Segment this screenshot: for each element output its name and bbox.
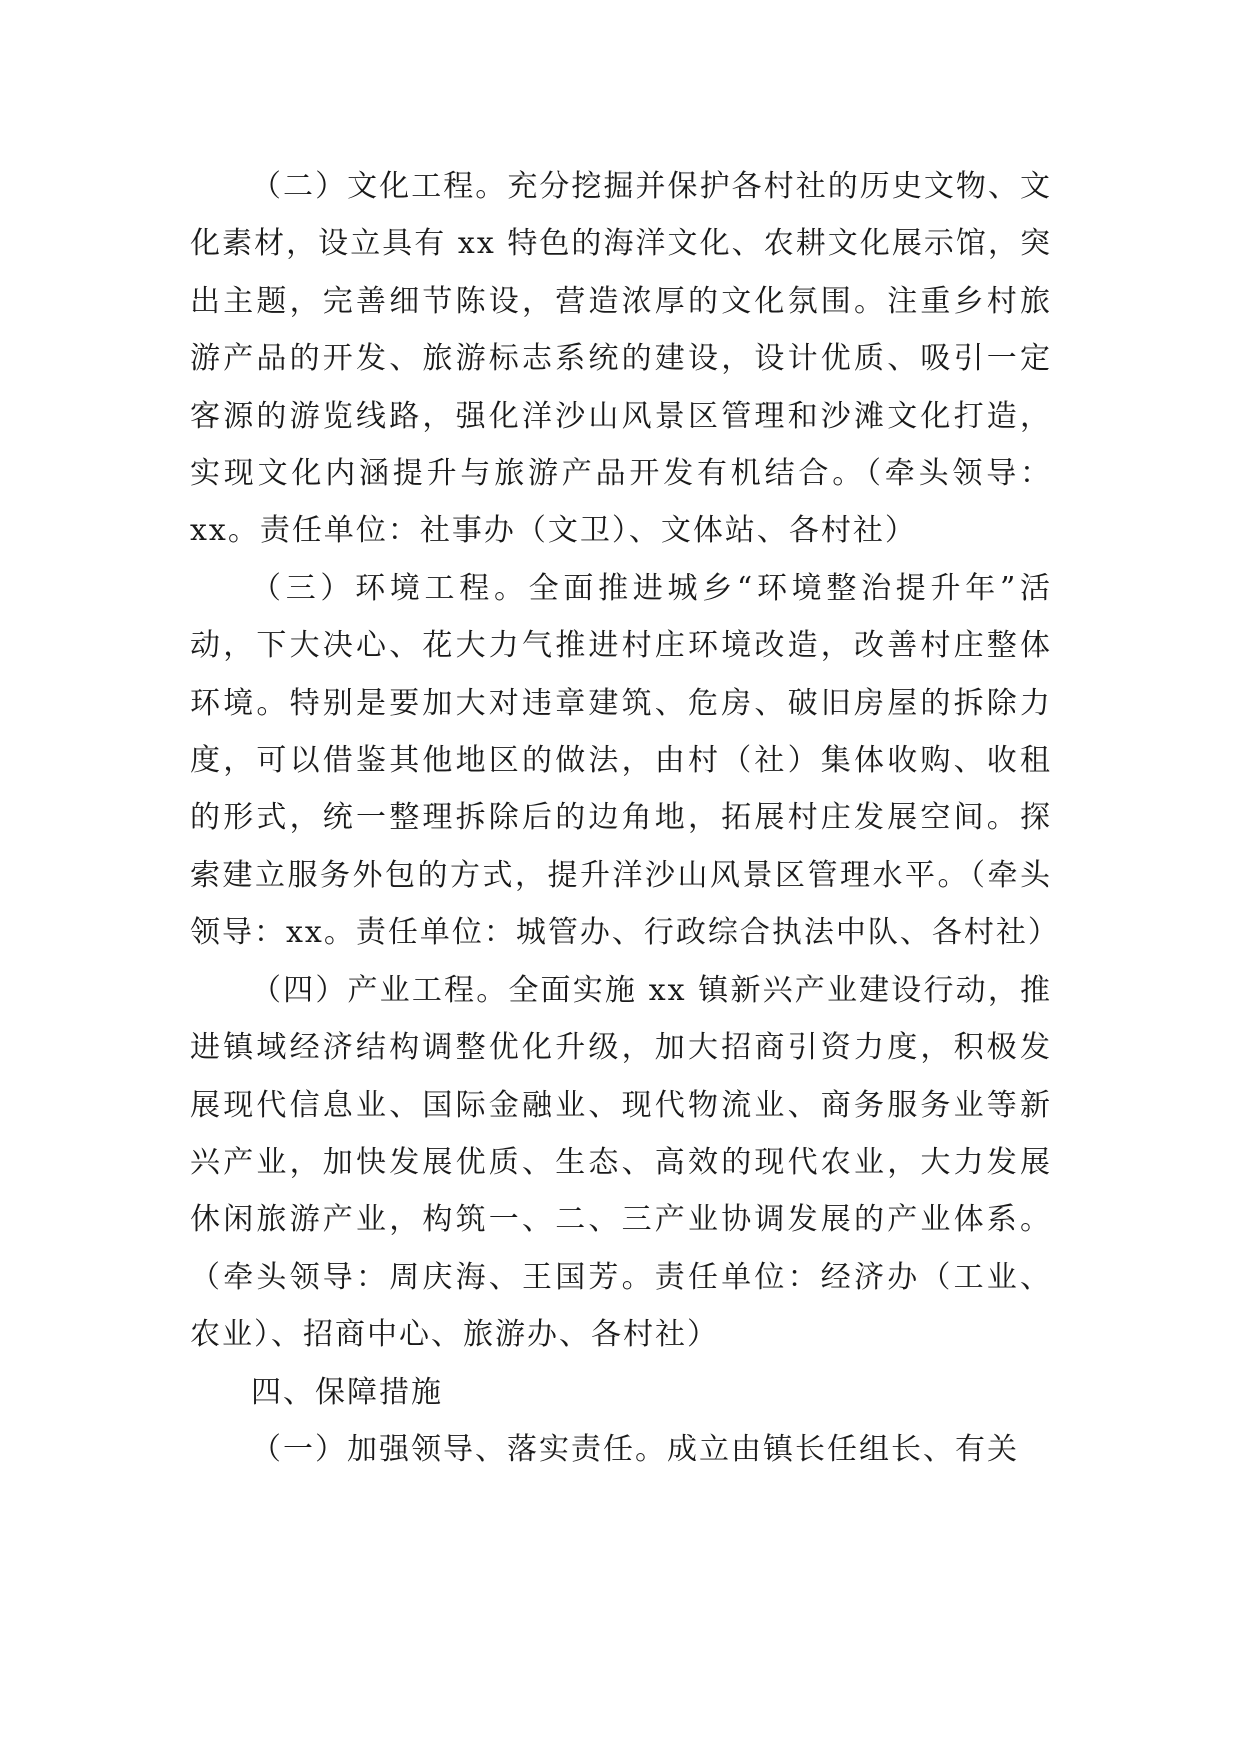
section-heading: 四、保障措施 bbox=[251, 1374, 443, 1410]
paragraph-leadership: （一）加强领导、落实责任。成立由镇长任组长、有关 bbox=[251, 1431, 1019, 1467]
paragraph-environment-project: （三）环境工程。全面推进城乡“环境整治提升年”活动，下大决心、花大力气推进村庄环境改造，改善村庄整体环境。特别是要加大对违章建筑、危房、破旧房屋的拆除力度，可以借鉴其他地区的做法，由村（社）集体收购、收租的形式，统一整理拆除后的边角地，拓展村庄发展空间。探索建立服务外包的方式，提升洋沙山风景区管理水平。（牵头领导：xx。责任单位：城管办、行政综合执法中队、各村社） bbox=[190, 570, 1060, 951]
paragraph-industry-project: （四）产业工程。全面实施 xx 镇新兴产业建设行动，推进镇域经济结构调整优化升级，加大招商引资力度，积极发展现代信息业、国际金融业、现代物流业、商务服务业等新兴产业，加快发展优质、生态、高效的现代农业，大力发展休闲旅游产业，构筑一、二、三产业协调发展的产业体系。（牵头领导：周庆海、王国芳。责任单位：经济办（工业、农业）、招商中心、旅游办、各村社） bbox=[190, 972, 1052, 1353]
document-body bbox=[190, 158, 1060, 1478]
paragraph-culture-project: （二）文化工程。充分挖掘并保护各村社的历史文物、文化素材，设立具有 xx 特色的海洋文化、农耕文化展示馆，突出主题，完善细节陈设，营造浓厚的文化氛围。注重乡村旅游产品的开发、旅游标志系统的建设，设计优质、吸引一定客源的游览线路，强化洋沙山风景区管理和沙滩文化打造，实现文化内涵提升与旅游产品开发有机结合。（牵头领导：xx。责任单位：社事办（文卫）、文体站、各村社） bbox=[190, 169, 1052, 549]
